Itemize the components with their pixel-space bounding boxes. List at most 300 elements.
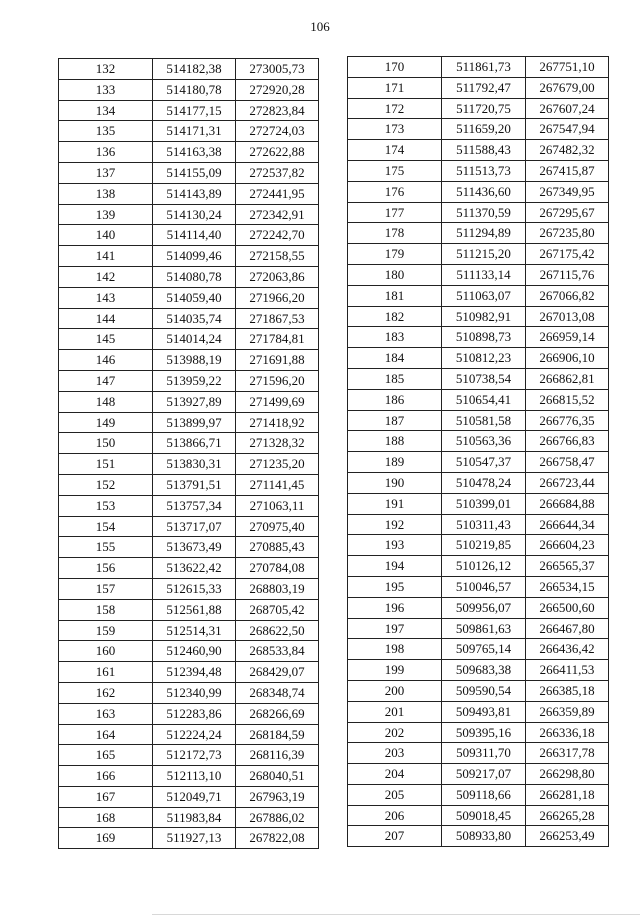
y-coordinate-cell: 266776,35 <box>526 410 609 431</box>
y-coordinate-cell: 271784,81 <box>236 329 319 350</box>
y-coordinate-cell: 266265,28 <box>526 805 609 826</box>
point-number-cell: 165 <box>59 745 153 766</box>
table-row <box>59 495 319 516</box>
y-coordinate-cell: 266411,53 <box>526 660 609 681</box>
table-body <box>348 57 609 847</box>
x-coordinate-cell: 508933,80 <box>442 826 526 847</box>
x-coordinate-cell: 512561,88 <box>153 599 236 620</box>
table-row <box>59 641 319 662</box>
table-row <box>59 246 319 267</box>
table-row <box>59 599 319 620</box>
table-row <box>348 472 609 493</box>
table-row <box>59 454 319 475</box>
point-number-cell: 149 <box>59 412 153 433</box>
point-number-cell: 133 <box>59 79 153 100</box>
y-coordinate-cell: 266758,47 <box>526 452 609 473</box>
point-number-cell: 183 <box>348 327 442 348</box>
x-coordinate-cell: 513757,34 <box>153 495 236 516</box>
y-coordinate-cell: 267175,42 <box>526 244 609 265</box>
point-number-cell: 199 <box>348 660 442 681</box>
point-number-cell: 185 <box>348 368 442 389</box>
point-number-cell: 187 <box>348 410 442 431</box>
y-coordinate-cell: 272622,88 <box>236 142 319 163</box>
x-coordinate-cell: 514143,89 <box>153 183 236 204</box>
table-row <box>348 77 609 98</box>
table-row <box>348 327 609 348</box>
table-row <box>348 306 609 327</box>
point-number-cell: 182 <box>348 306 442 327</box>
point-number-cell: 147 <box>59 370 153 391</box>
table-row <box>348 660 609 681</box>
x-coordinate-cell: 510738,54 <box>442 368 526 389</box>
point-number-cell: 157 <box>59 578 153 599</box>
x-coordinate-cell: 514155,09 <box>153 162 236 183</box>
y-coordinate-cell: 268705,42 <box>236 599 319 620</box>
table-row <box>59 142 319 163</box>
table-body <box>59 59 319 849</box>
table-row <box>59 558 319 579</box>
table-row <box>59 391 319 412</box>
point-number-cell: 196 <box>348 597 442 618</box>
x-coordinate-cell: 514182,38 <box>153 59 236 80</box>
x-coordinate-cell: 511659,20 <box>442 119 526 140</box>
table-row <box>348 264 609 285</box>
point-number-cell: 180 <box>348 264 442 285</box>
y-coordinate-cell: 271596,20 <box>236 370 319 391</box>
scan-edge-divider <box>152 914 640 915</box>
y-coordinate-cell: 267963,19 <box>236 786 319 807</box>
y-coordinate-cell: 271691,88 <box>236 350 319 371</box>
table-row <box>59 516 319 537</box>
point-number-cell: 139 <box>59 204 153 225</box>
x-coordinate-cell: 511063,07 <box>442 285 526 306</box>
x-coordinate-cell: 514080,78 <box>153 266 236 287</box>
table-row <box>348 57 609 78</box>
point-number-cell: 151 <box>59 454 153 475</box>
point-number-cell: 158 <box>59 599 153 620</box>
y-coordinate-cell: 267415,87 <box>526 160 609 181</box>
point-number-cell: 154 <box>59 516 153 537</box>
x-coordinate-cell: 510126,12 <box>442 556 526 577</box>
x-coordinate-cell: 510046,57 <box>442 576 526 597</box>
table-row <box>59 620 319 641</box>
x-coordinate-cell: 510478,24 <box>442 472 526 493</box>
point-number-cell: 164 <box>59 724 153 745</box>
point-number-cell: 162 <box>59 682 153 703</box>
table-row <box>348 764 609 785</box>
point-number-cell: 198 <box>348 639 442 660</box>
table-row <box>59 703 319 724</box>
x-coordinate-cell: 511370,59 <box>442 202 526 223</box>
y-coordinate-cell: 272441,95 <box>236 183 319 204</box>
table-row <box>59 433 319 454</box>
x-coordinate-cell: 512113,10 <box>153 766 236 787</box>
table-row <box>59 786 319 807</box>
point-number-cell: 159 <box>59 620 153 641</box>
y-coordinate-cell: 266906,10 <box>526 348 609 369</box>
x-coordinate-cell: 509493,81 <box>442 701 526 722</box>
point-number-cell: 207 <box>348 826 442 847</box>
y-coordinate-cell: 266723,44 <box>526 472 609 493</box>
point-number-cell: 146 <box>59 350 153 371</box>
y-coordinate-cell: 266317,78 <box>526 743 609 764</box>
x-coordinate-cell: 511861,73 <box>442 57 526 78</box>
y-coordinate-cell: 266281,18 <box>526 784 609 805</box>
point-number-cell: 155 <box>59 537 153 558</box>
y-coordinate-cell: 271966,20 <box>236 287 319 308</box>
x-coordinate-cell: 509395,16 <box>442 722 526 743</box>
point-number-cell: 140 <box>59 225 153 246</box>
y-coordinate-cell: 267235,80 <box>526 223 609 244</box>
x-coordinate-cell: 510654,41 <box>442 389 526 410</box>
x-coordinate-cell: 510399,01 <box>442 493 526 514</box>
point-number-cell: 152 <box>59 474 153 495</box>
y-coordinate-cell: 272242,70 <box>236 225 319 246</box>
y-coordinate-cell: 271418,92 <box>236 412 319 433</box>
table-row <box>59 578 319 599</box>
point-number-cell: 141 <box>59 246 153 267</box>
y-coordinate-cell: 273005,73 <box>236 59 319 80</box>
table-row <box>348 701 609 722</box>
point-number-cell: 184 <box>348 348 442 369</box>
y-coordinate-cell: 267013,08 <box>526 306 609 327</box>
y-coordinate-cell: 266644,34 <box>526 514 609 535</box>
table-row <box>59 121 319 142</box>
point-number-cell: 134 <box>59 100 153 121</box>
table-row <box>59 162 319 183</box>
y-coordinate-cell: 267822,08 <box>236 828 319 849</box>
y-coordinate-cell: 266359,89 <box>526 701 609 722</box>
y-coordinate-cell: 266436,42 <box>526 639 609 660</box>
y-coordinate-cell: 266862,81 <box>526 368 609 389</box>
table-row <box>348 639 609 660</box>
y-coordinate-cell: 266385,18 <box>526 680 609 701</box>
point-number-cell: 204 <box>348 764 442 785</box>
x-coordinate-cell: 509311,70 <box>442 743 526 764</box>
y-coordinate-cell: 266298,80 <box>526 764 609 785</box>
point-number-cell: 148 <box>59 391 153 412</box>
x-coordinate-cell: 510898,73 <box>442 327 526 348</box>
table-row <box>348 514 609 535</box>
x-coordinate-cell: 512460,90 <box>153 641 236 662</box>
y-coordinate-cell: 267349,95 <box>526 181 609 202</box>
table-row <box>348 181 609 202</box>
y-coordinate-cell: 266534,15 <box>526 576 609 597</box>
x-coordinate-cell: 509118,66 <box>442 784 526 805</box>
y-coordinate-cell: 272724,03 <box>236 121 319 142</box>
x-coordinate-cell: 511436,60 <box>442 181 526 202</box>
table-row <box>59 350 319 371</box>
y-coordinate-cell: 271328,32 <box>236 433 319 454</box>
x-coordinate-cell: 513830,31 <box>153 454 236 475</box>
point-number-cell: 138 <box>59 183 153 204</box>
x-coordinate-cell: 511588,43 <box>442 140 526 161</box>
y-coordinate-cell: 266336,18 <box>526 722 609 743</box>
y-coordinate-cell: 272920,28 <box>236 79 319 100</box>
x-coordinate-cell: 514035,74 <box>153 308 236 329</box>
point-number-cell: 203 <box>348 743 442 764</box>
x-coordinate-cell: 513988,19 <box>153 350 236 371</box>
table-row <box>348 722 609 743</box>
x-coordinate-cell: 511720,75 <box>442 98 526 119</box>
point-number-cell: 175 <box>348 160 442 181</box>
x-coordinate-cell: 513791,51 <box>153 474 236 495</box>
x-coordinate-cell: 514014,24 <box>153 329 236 350</box>
y-coordinate-cell: 272823,84 <box>236 100 319 121</box>
y-coordinate-cell: 268533,84 <box>236 641 319 662</box>
point-number-cell: 200 <box>348 680 442 701</box>
y-coordinate-cell: 268184,59 <box>236 724 319 745</box>
point-number-cell: 190 <box>348 472 442 493</box>
y-coordinate-cell: 270885,43 <box>236 537 319 558</box>
point-number-cell: 179 <box>348 244 442 265</box>
table-row <box>348 348 609 369</box>
table-row <box>348 368 609 389</box>
x-coordinate-cell: 511792,47 <box>442 77 526 98</box>
y-coordinate-cell: 266604,23 <box>526 535 609 556</box>
x-coordinate-cell: 509765,14 <box>442 639 526 660</box>
coordinates-table-right <box>347 56 609 847</box>
x-coordinate-cell: 513899,97 <box>153 412 236 433</box>
x-coordinate-cell: 510219,85 <box>442 535 526 556</box>
y-coordinate-cell: 267886,02 <box>236 807 319 828</box>
point-number-cell: 189 <box>348 452 442 473</box>
point-number-cell: 145 <box>59 329 153 350</box>
point-number-cell: 176 <box>348 181 442 202</box>
y-coordinate-cell: 272537,82 <box>236 162 319 183</box>
table-row <box>59 807 319 828</box>
point-number-cell: 173 <box>348 119 442 140</box>
y-coordinate-cell: 266467,80 <box>526 618 609 639</box>
table-row <box>59 59 319 80</box>
x-coordinate-cell: 514177,15 <box>153 100 236 121</box>
x-coordinate-cell: 512224,24 <box>153 724 236 745</box>
table-row <box>348 452 609 473</box>
x-coordinate-cell: 513959,22 <box>153 370 236 391</box>
point-number-cell: 172 <box>348 98 442 119</box>
point-number-cell: 177 <box>348 202 442 223</box>
table-row <box>348 223 609 244</box>
x-coordinate-cell: 510311,43 <box>442 514 526 535</box>
y-coordinate-cell: 268040,51 <box>236 766 319 787</box>
table-row <box>59 537 319 558</box>
x-coordinate-cell: 513927,89 <box>153 391 236 412</box>
y-coordinate-cell: 267066,82 <box>526 285 609 306</box>
x-coordinate-cell: 514059,40 <box>153 287 236 308</box>
point-number-cell: 171 <box>348 77 442 98</box>
point-number-cell: 193 <box>348 535 442 556</box>
point-number-cell: 191 <box>348 493 442 514</box>
y-coordinate-cell: 270975,40 <box>236 516 319 537</box>
point-number-cell: 150 <box>59 433 153 454</box>
y-coordinate-cell: 268622,50 <box>236 620 319 641</box>
point-number-cell: 194 <box>348 556 442 577</box>
y-coordinate-cell: 267547,94 <box>526 119 609 140</box>
table-row <box>59 724 319 745</box>
table-row <box>348 618 609 639</box>
point-number-cell: 195 <box>348 576 442 597</box>
y-coordinate-cell: 267115,76 <box>526 264 609 285</box>
y-coordinate-cell: 266959,14 <box>526 327 609 348</box>
table-row <box>59 370 319 391</box>
x-coordinate-cell: 511215,20 <box>442 244 526 265</box>
point-number-cell: 201 <box>348 701 442 722</box>
y-coordinate-cell: 266500,60 <box>526 597 609 618</box>
x-coordinate-cell: 514163,38 <box>153 142 236 163</box>
table-row <box>348 576 609 597</box>
table-row <box>59 329 319 350</box>
coordinates-table-left <box>58 58 319 849</box>
point-number-cell: 142 <box>59 266 153 287</box>
x-coordinate-cell: 511513,73 <box>442 160 526 181</box>
y-coordinate-cell: 266684,88 <box>526 493 609 514</box>
x-coordinate-cell: 511983,84 <box>153 807 236 828</box>
point-number-cell: 170 <box>348 57 442 78</box>
point-number-cell: 205 <box>348 784 442 805</box>
x-coordinate-cell: 511927,13 <box>153 828 236 849</box>
table-row <box>348 119 609 140</box>
point-number-cell: 202 <box>348 722 442 743</box>
point-number-cell: 153 <box>59 495 153 516</box>
point-number-cell: 160 <box>59 641 153 662</box>
table-row <box>348 784 609 805</box>
point-number-cell: 143 <box>59 287 153 308</box>
x-coordinate-cell: 512394,48 <box>153 662 236 683</box>
table-row <box>348 826 609 847</box>
point-number-cell: 197 <box>348 618 442 639</box>
point-number-cell: 206 <box>348 805 442 826</box>
x-coordinate-cell: 514099,46 <box>153 246 236 267</box>
y-coordinate-cell: 266766,83 <box>526 431 609 452</box>
y-coordinate-cell: 266815,52 <box>526 389 609 410</box>
table-row <box>59 225 319 246</box>
y-coordinate-cell: 271141,45 <box>236 474 319 495</box>
table-row <box>348 389 609 410</box>
point-number-cell: 174 <box>348 140 442 161</box>
x-coordinate-cell: 513866,71 <box>153 433 236 454</box>
table-row <box>59 828 319 849</box>
y-coordinate-cell: 268803,19 <box>236 578 319 599</box>
x-coordinate-cell: 509217,07 <box>442 764 526 785</box>
x-coordinate-cell: 514171,31 <box>153 121 236 142</box>
table-row <box>348 244 609 265</box>
x-coordinate-cell: 511294,89 <box>442 223 526 244</box>
x-coordinate-cell: 510581,58 <box>442 410 526 431</box>
x-coordinate-cell: 513622,42 <box>153 558 236 579</box>
table-row <box>348 743 609 764</box>
y-coordinate-cell: 267295,67 <box>526 202 609 223</box>
x-coordinate-cell: 509956,07 <box>442 597 526 618</box>
point-number-cell: 132 <box>59 59 153 80</box>
table-row <box>348 160 609 181</box>
table-row <box>348 140 609 161</box>
point-number-cell: 166 <box>59 766 153 787</box>
point-number-cell: 136 <box>59 142 153 163</box>
point-number-cell: 168 <box>59 807 153 828</box>
point-number-cell: 167 <box>59 786 153 807</box>
x-coordinate-cell: 509590,54 <box>442 680 526 701</box>
x-coordinate-cell: 514180,78 <box>153 79 236 100</box>
y-coordinate-cell: 270784,08 <box>236 558 319 579</box>
table-row <box>348 493 609 514</box>
table-row <box>59 412 319 433</box>
y-coordinate-cell: 266253,49 <box>526 826 609 847</box>
point-number-cell: 186 <box>348 389 442 410</box>
x-coordinate-cell: 512172,73 <box>153 745 236 766</box>
x-coordinate-cell: 512340,99 <box>153 682 236 703</box>
x-coordinate-cell: 514114,40 <box>153 225 236 246</box>
x-coordinate-cell: 512283,86 <box>153 703 236 724</box>
x-coordinate-cell: 513673,49 <box>153 537 236 558</box>
table-row <box>59 100 319 121</box>
table-row <box>348 556 609 577</box>
table-row <box>59 287 319 308</box>
table-row <box>348 202 609 223</box>
y-coordinate-cell: 271063,11 <box>236 495 319 516</box>
y-coordinate-cell: 267482,32 <box>526 140 609 161</box>
y-coordinate-cell: 271867,53 <box>236 308 319 329</box>
x-coordinate-cell: 510812,23 <box>442 348 526 369</box>
page-number: 106 <box>310 19 330 34</box>
table-row <box>59 308 319 329</box>
y-coordinate-cell: 271499,69 <box>236 391 319 412</box>
y-coordinate-cell: 268429,07 <box>236 662 319 683</box>
table-row <box>348 410 609 431</box>
table-row <box>59 474 319 495</box>
x-coordinate-cell: 509018,45 <box>442 805 526 826</box>
x-coordinate-cell: 512615,33 <box>153 578 236 599</box>
table-row <box>59 266 319 287</box>
x-coordinate-cell: 511133,14 <box>442 264 526 285</box>
x-coordinate-cell: 509683,38 <box>442 660 526 681</box>
table-row <box>348 597 609 618</box>
x-coordinate-cell: 513717,07 <box>153 516 236 537</box>
table-row <box>59 79 319 100</box>
y-coordinate-cell: 268266,69 <box>236 703 319 724</box>
table-row <box>59 204 319 225</box>
y-coordinate-cell: 267679,00 <box>526 77 609 98</box>
y-coordinate-cell: 272158,55 <box>236 246 319 267</box>
point-number-cell: 144 <box>59 308 153 329</box>
table-row <box>348 98 609 119</box>
y-coordinate-cell: 272342,91 <box>236 204 319 225</box>
point-number-cell: 156 <box>59 558 153 579</box>
point-number-cell: 188 <box>348 431 442 452</box>
y-coordinate-cell: 268116,39 <box>236 745 319 766</box>
table-row <box>59 183 319 204</box>
table-row <box>59 682 319 703</box>
point-number-cell: 181 <box>348 285 442 306</box>
x-coordinate-cell: 510982,91 <box>442 306 526 327</box>
y-coordinate-cell: 267751,10 <box>526 57 609 78</box>
x-coordinate-cell: 512514,31 <box>153 620 236 641</box>
table-row <box>348 680 609 701</box>
table-row <box>348 805 609 826</box>
y-coordinate-cell: 268348,74 <box>236 682 319 703</box>
x-coordinate-cell: 510563,36 <box>442 431 526 452</box>
table-row <box>59 766 319 787</box>
y-coordinate-cell: 266565,37 <box>526 556 609 577</box>
point-number-cell: 137 <box>59 162 153 183</box>
table-row <box>348 431 609 452</box>
x-coordinate-cell: 510547,37 <box>442 452 526 473</box>
x-coordinate-cell: 509861,63 <box>442 618 526 639</box>
point-number-cell: 192 <box>348 514 442 535</box>
point-number-cell: 178 <box>348 223 442 244</box>
point-number-cell: 163 <box>59 703 153 724</box>
y-coordinate-cell: 271235,20 <box>236 454 319 475</box>
point-number-cell: 161 <box>59 662 153 683</box>
